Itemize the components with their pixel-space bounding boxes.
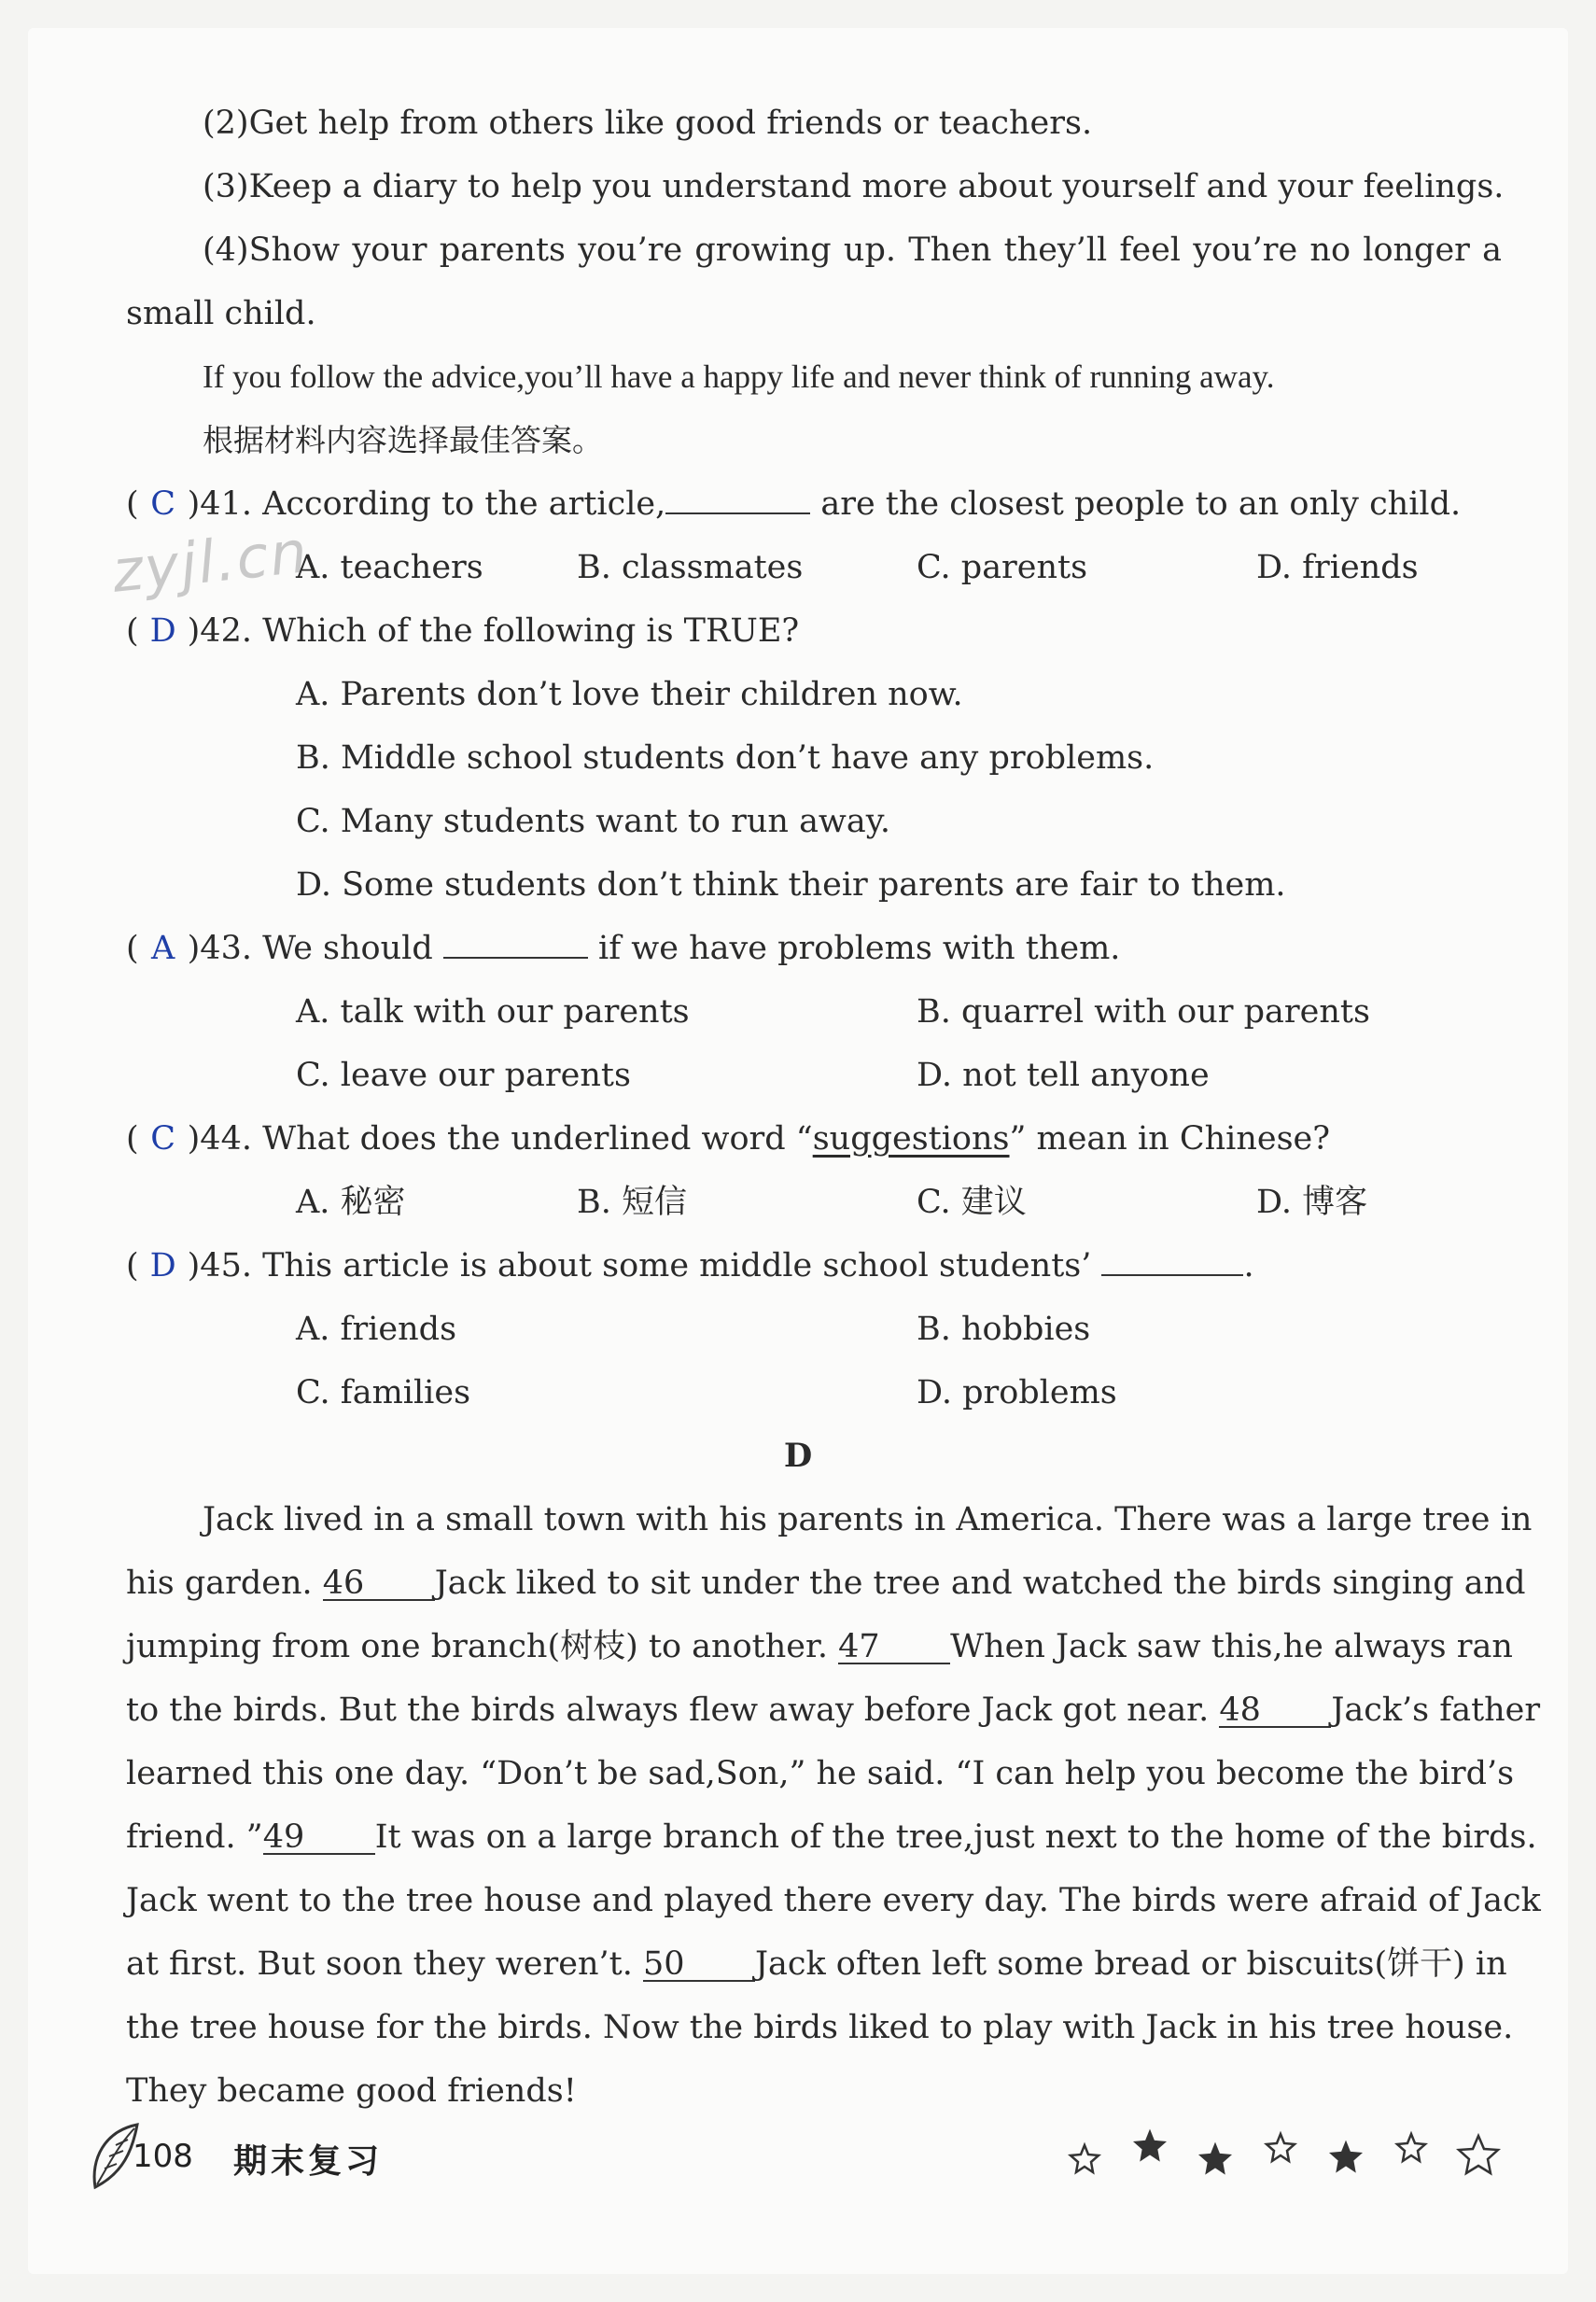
blank-47: 47 xyxy=(838,1631,950,1664)
blank-50: 50 xyxy=(643,1948,755,1982)
option-44-d: D. 博客 xyxy=(1256,1184,1368,1221)
stars-decoration-icon xyxy=(1064,2128,1512,2184)
passage-line-5: learned this one day. “Don’t be sad,Son,” he said. “I can help you become the bird’s xyxy=(126,1755,1515,1792)
star-filled-icon xyxy=(1332,2143,1360,2170)
watermark: zyjl.cn xyxy=(108,517,313,606)
passage-line-9: the tree house for the birds. Now the birds liked to play with Jack in his tree house. xyxy=(126,2009,1514,2046)
option-44-c: C. 建议 xyxy=(917,1184,1027,1221)
star-filled-icon xyxy=(1136,2132,1164,2159)
answer-44: C xyxy=(150,1120,176,1158)
advice-item-3: (3)Keep a diary to help you understand more about yourself and your feelings. xyxy=(203,168,1505,205)
page-number: 108 xyxy=(133,2138,193,2175)
section-heading-d: D xyxy=(783,1437,813,1475)
option-45-b: B. hobbies xyxy=(917,1311,1091,1348)
option-42-d: D. Some students don’t think their parents are fair to them. xyxy=(296,866,1286,904)
option-43-c: C. leave our parents xyxy=(296,1057,631,1094)
option-42-c: C. Many students want to run away. xyxy=(296,803,891,840)
passage-line-6: friend. ”49 It was on a large branch of the tree,just next to the home of the birds. xyxy=(126,1818,1537,1856)
question-42: ( D )42. Which of the following is TRUE? xyxy=(126,608,799,654)
advice-item-4-cont: small child. xyxy=(126,295,316,332)
question-41: ( C )41. According to the article, are the closest people to an only child. xyxy=(126,481,1461,527)
option-41-d: D. friends xyxy=(1256,549,1419,586)
option-44-b: B. 短信 xyxy=(577,1184,687,1221)
answer-blank xyxy=(665,484,810,514)
question-44: ( C )44. What does the underlined word “suggestions” mean in Chinese? xyxy=(126,1116,1330,1162)
option-43-a: A. talk with our parents xyxy=(296,993,690,1031)
answer-45: D xyxy=(149,1247,176,1284)
underlined-word: suggestions xyxy=(812,1120,1010,1158)
passage-line-8: at first. But soon they weren’t. 50 Jack often left some bread or biscuits(饼干) in xyxy=(126,1945,1507,1983)
passage-line-3: jumping from one branch(树枝) to another. 47 When Jack saw this,he always ran xyxy=(126,1628,1513,1665)
option-43-d: D. not tell anyone xyxy=(917,1057,1210,1094)
answer-blank xyxy=(1101,1246,1243,1276)
star-outline-icon xyxy=(1459,2136,1498,2173)
option-42-a: A. Parents don’t love their children now. xyxy=(296,676,963,713)
star-outline-icon xyxy=(1267,2134,1295,2161)
passage-line-2: his garden. 46 Jack liked to sit under the tree and watched the birds singing and xyxy=(126,1565,1526,1602)
advice-item-4: (4)Show your parents you’re growing up. Then they’ll feel you’re no longer a xyxy=(203,232,1502,269)
advice-closing: If you follow the advice,you’ll have a happy life and never think of running away. xyxy=(203,358,1275,395)
passage-line-1: Jack lived in a small town with his parents in America. There was a large tree in xyxy=(203,1501,1533,1538)
answer-41: C xyxy=(150,485,176,523)
option-41-a: A. teachers xyxy=(296,549,483,586)
passage-line-7: Jack went to the tree house and played there every day. The birds were afraid of Jack xyxy=(126,1882,1541,1919)
option-44-a: A. 秘密 xyxy=(296,1184,406,1221)
option-42-b: B. Middle school students don’t have any problems. xyxy=(296,739,1155,777)
option-45-c: C. families xyxy=(296,1374,471,1411)
passage-line-4: to the birds. But the birds always flew away before Jack got near. 48 Jack’s father xyxy=(126,1691,1541,1729)
option-43-b: B. quarrel with our parents xyxy=(917,993,1370,1031)
blank-48: 48 xyxy=(1219,1694,1331,1728)
star-outline-icon xyxy=(1071,2145,1099,2172)
footer-title: 期末复习 xyxy=(233,2142,384,2181)
blank-49: 49 xyxy=(263,1821,375,1855)
answer-42: D xyxy=(149,612,176,650)
option-45-d: D. problems xyxy=(917,1374,1117,1411)
instruction: 根据材料内容选择最佳答案。 xyxy=(203,422,603,458)
answer-blank xyxy=(443,929,588,959)
passage-line-10: They became good friends! xyxy=(126,2072,577,2110)
star-outline-icon xyxy=(1397,2134,1425,2161)
advice-item-2: (2)Get help from others like good friends or teachers. xyxy=(203,105,1093,142)
question-45: ( D )45. This article is about some middle school students’ . xyxy=(126,1242,1254,1289)
option-45-a: A. friends xyxy=(296,1311,457,1348)
option-41-b: B. classmates xyxy=(577,549,804,586)
question-43: ( A )43. We should if we have problems with them. xyxy=(126,925,1120,972)
star-filled-icon xyxy=(1201,2145,1229,2172)
option-41-c: C. parents xyxy=(917,549,1088,586)
blank-46: 46 xyxy=(323,1567,435,1601)
answer-43: A xyxy=(151,930,175,967)
